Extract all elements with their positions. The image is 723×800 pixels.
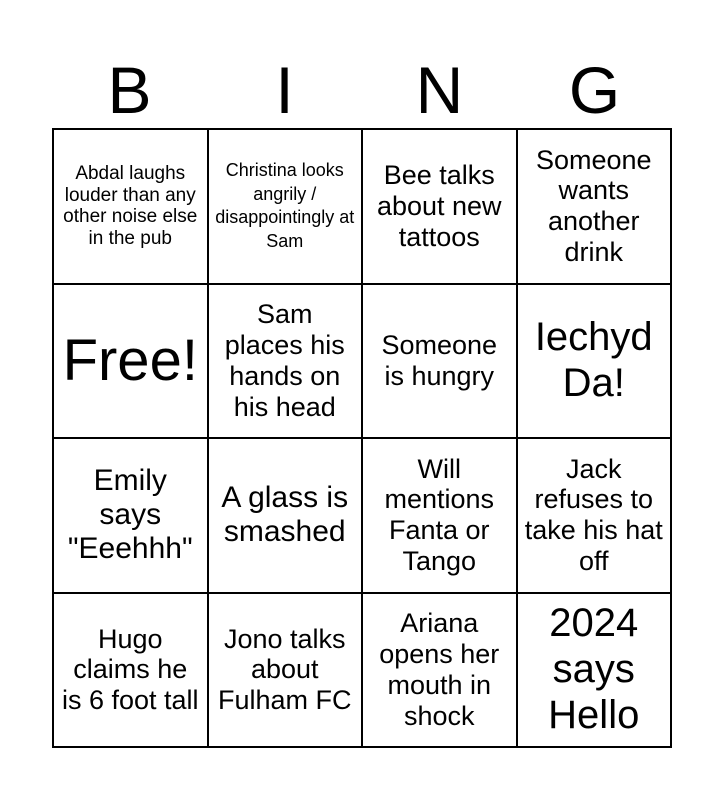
bingo-cell[interactable]: Will mentions Fanta or Tango — [362, 438, 517, 593]
bingo-free-cell[interactable]: Free! — [53, 284, 208, 439]
bingo-cell[interactable]: Emily says "Eeehhh" — [53, 438, 208, 593]
bingo-cell[interactable]: Someone is hungry — [362, 284, 517, 439]
bingo-cell[interactable]: Iechyd Da! — [517, 284, 672, 439]
bingo-board — [52, 128, 672, 748]
bingo-cell[interactable]: Jono talks about Fulham FC — [208, 593, 363, 748]
bingo-cell[interactable]: Ariana opens her mouth in shock — [362, 593, 517, 748]
bingo-cell[interactable]: A glass is smashed — [208, 438, 363, 593]
bingo-cell[interactable]: Sam places his hands on his head — [208, 284, 363, 439]
bingo-cell[interactable]: Bee talks about new tattoos — [362, 129, 517, 284]
bingo-cell[interactable]: Christina looks angrily / disappointingly at Sam — [208, 129, 363, 284]
bingo-cell[interactable]: Abdal laughs louder than any other noise else in the pub — [53, 129, 208, 284]
bingo-cell[interactable]: Jack refuses to take his hat off — [517, 438, 672, 593]
header-letter-g: G — [568, 53, 621, 127]
header-letter-i: I — [275, 53, 294, 127]
bingo-cell[interactable]: Someone wants another drink — [517, 129, 672, 284]
header-letter-n: N — [415, 53, 464, 127]
header-letter-b: B — [107, 53, 152, 127]
bingo-cell[interactable]: 2024 says Hello — [517, 593, 672, 748]
bingo-header — [52, 52, 672, 128]
bingo-cell[interactable]: Hugo claims he is 6 foot tall — [53, 593, 208, 748]
